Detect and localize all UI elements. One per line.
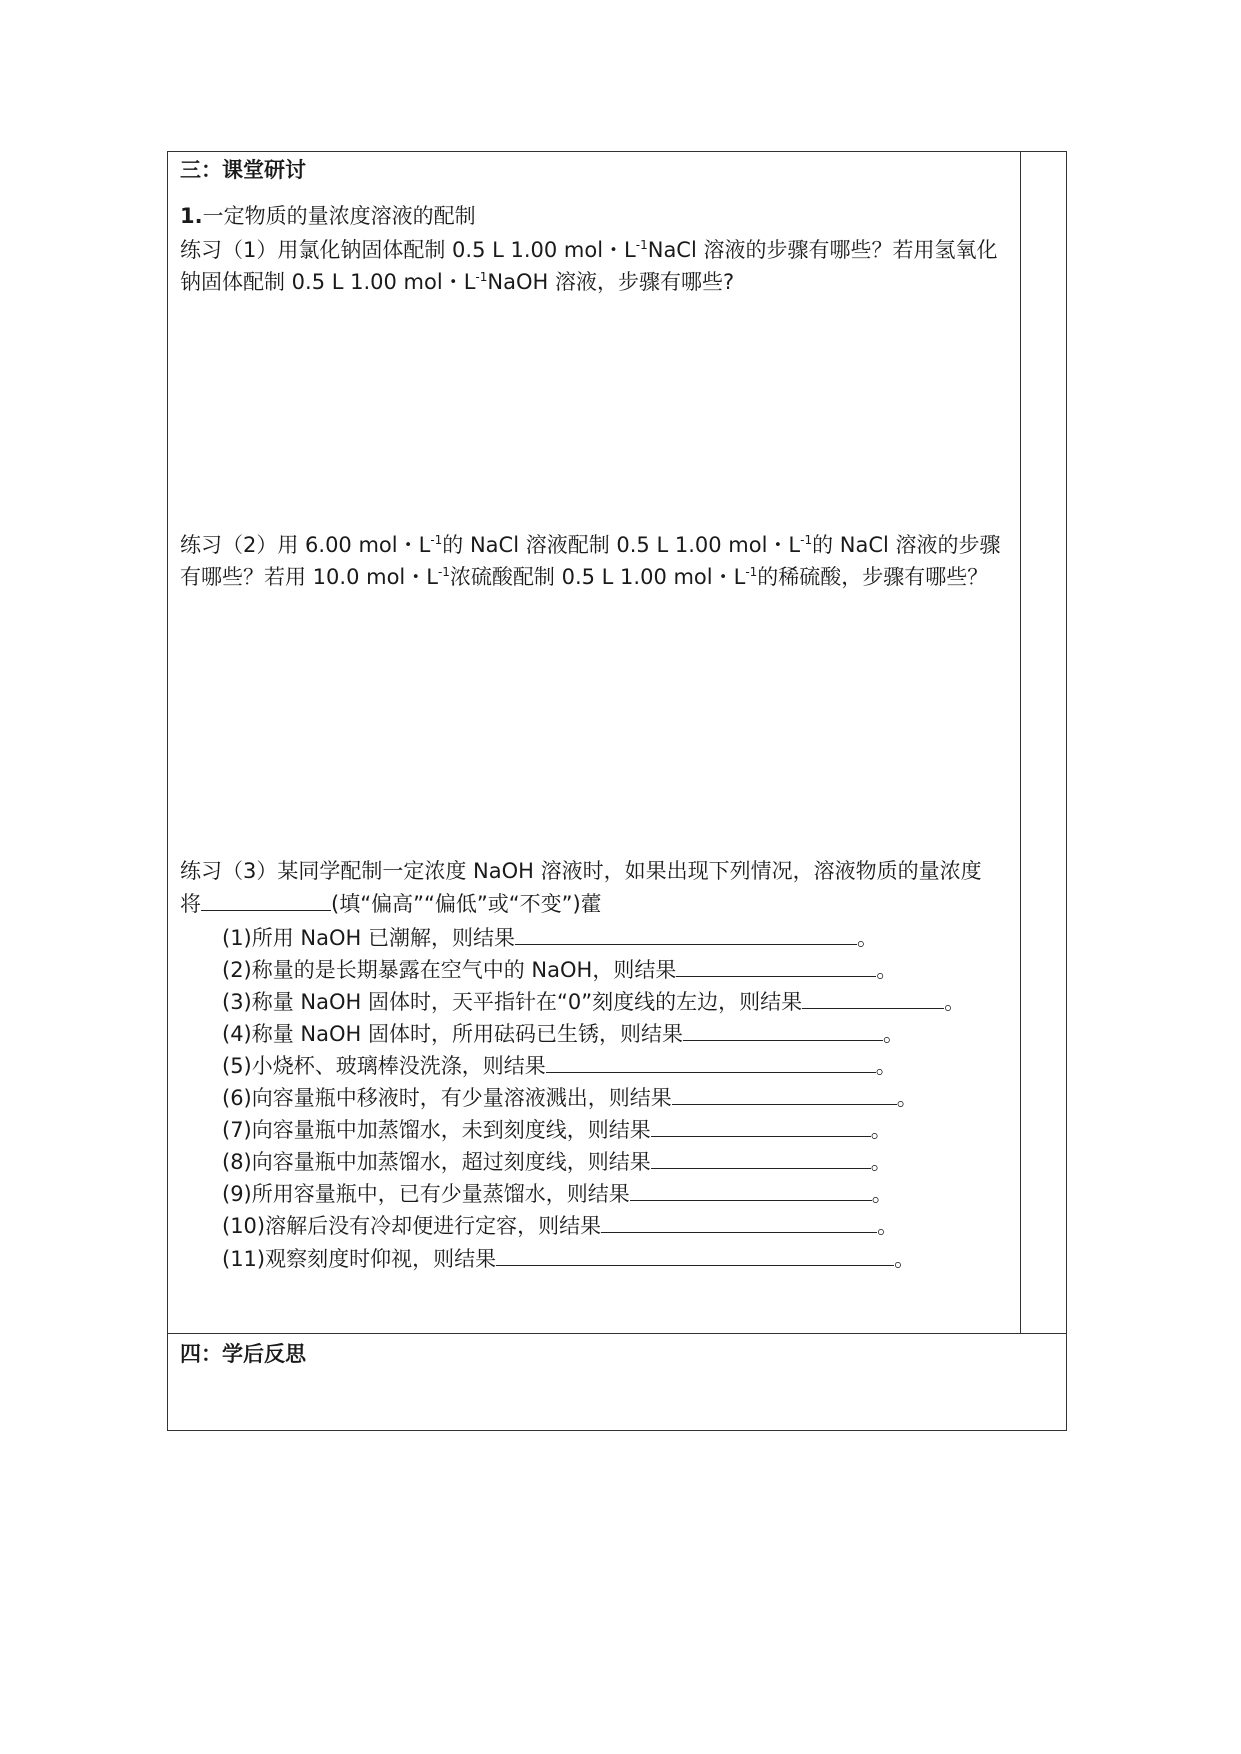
- question-item: (8)向容量瓶中加蒸馏水，超过刻度线，则结果 。: [222, 1150, 892, 1174]
- answer-blank[interactable]: [802, 988, 944, 1009]
- exercise-2-line-1: 练习（2）用 6.00 mol・$L^{-1}$的 NaCl 溶液配制 0.5 L 1.00 mol・$L^{-1}$的 NaCl 溶液的步骤: [180, 533, 1001, 557]
- table-row-divider: [167, 1333, 1067, 1334]
- exercise-3-line-1: 练习（3）某同学配制一定浓度 NaOH 溶液时，如果出现下列情况，溶液物质的量浓度: [180, 859, 982, 883]
- answer-blank[interactable]: [601, 1212, 877, 1233]
- answer-blank[interactable]: [515, 924, 857, 945]
- question-item: (10)溶解后没有冷却便进行定容，则结果 。: [222, 1214, 899, 1238]
- answer-blank[interactable]: [496, 1245, 894, 1266]
- subtitle: 1.一定物质的量浓度溶液的配制: [180, 204, 476, 228]
- exercise-3-line-2: 将 (填“偏高”“偏低”或“不变”)藿: [180, 892, 602, 916]
- question-item: (3)称量 NaOH 固体时，天平指针在“0”刻度线的左边，则结果 。: [222, 990, 966, 1014]
- answer-blank[interactable]: [651, 1116, 871, 1137]
- answer-blank[interactable]: [651, 1148, 871, 1169]
- answer-blank[interactable]: [201, 890, 331, 911]
- question-item: (11)观察刻度时仰视，则结果 。: [222, 1247, 916, 1271]
- question-item: (6)向容量瓶中移液时，有少量溶液溅出，则结果 。: [222, 1086, 918, 1110]
- section-title: 三：课堂研讨: [180, 158, 306, 182]
- exercise-2-line-2: 有哪些？若用 10.0 mol・$L^{-1}$浓硫酸配制 0.5 L 1.00 mol・$L^{-1}$的稀硫酸，步骤有哪些？: [180, 565, 989, 589]
- table-column-divider: [1020, 151, 1021, 1334]
- exercise-1-line-2: 钠固体配制 0.5 L 1.00 mol・$L^{-1}NaOH$ 溶液，步骤有哪些?: [180, 270, 735, 294]
- question-item: (4)称量 NaOH 固体时，所用砝码已生锈，则结果 。: [222, 1022, 904, 1046]
- answer-blank[interactable]: [672, 1084, 897, 1105]
- answer-blank[interactable]: [630, 1180, 872, 1201]
- question-item: (5)小烧杯、玻璃棒没洗涤，则结果 。: [222, 1054, 897, 1078]
- answer-blank[interactable]: [546, 1052, 876, 1073]
- question-item: (2)称量的是长期暴露在空气中的 NaOH，则结果 。: [222, 958, 898, 982]
- answer-blank[interactable]: [683, 1020, 883, 1041]
- exercise-1-line-1: 练习（1）用氯化钠固体配制 0.5 L 1.00 mol・$L^{-1}NaCl$ 溶液的步骤有哪些？若用氢氧化: [180, 238, 998, 262]
- section-title: 四：学后反思: [180, 1342, 306, 1366]
- answer-blank[interactable]: [676, 956, 876, 977]
- question-item: (7)向容量瓶中加蒸馏水，未到刻度线，则结果 。: [222, 1118, 892, 1142]
- question-item: (9)所用容量瓶中，已有少量蒸馏水，则结果 。: [222, 1182, 893, 1206]
- question-item: (1)所用 NaOH 已潮解，则结果 。: [222, 926, 878, 950]
